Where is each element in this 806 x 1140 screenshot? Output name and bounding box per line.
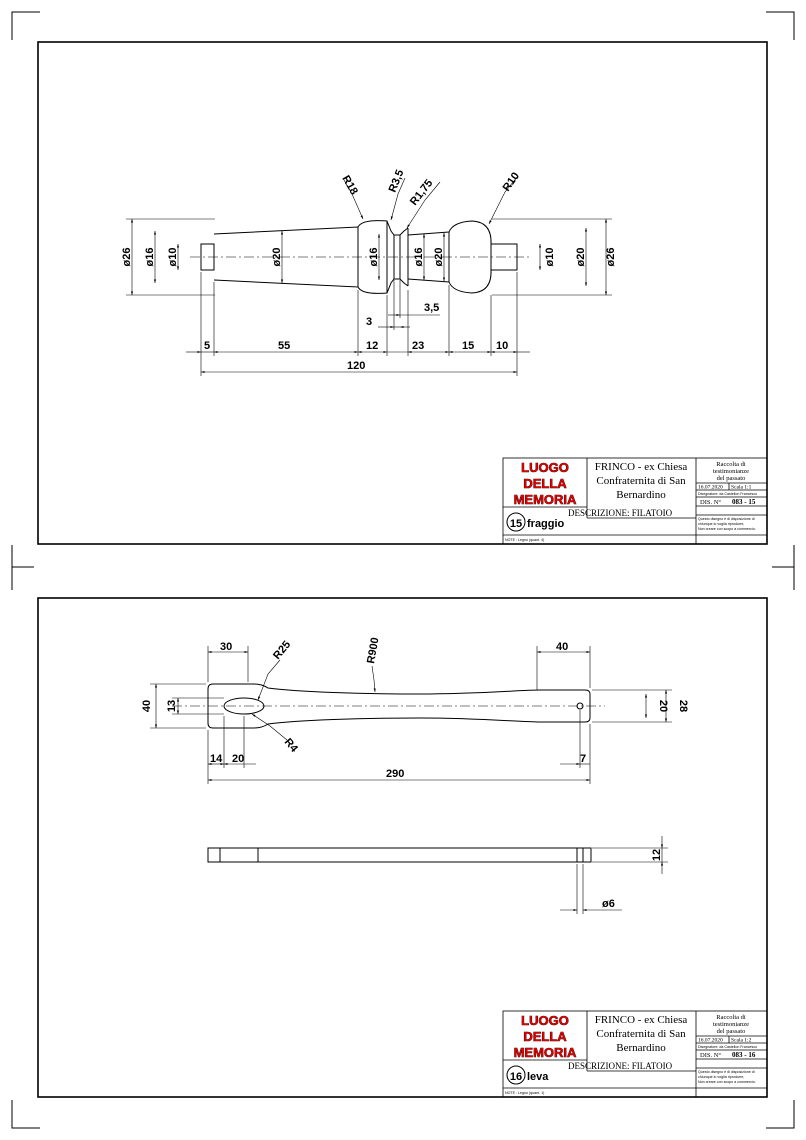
dim-h28: 28 bbox=[677, 699, 689, 713]
title-line-1: FRINCO - ex Chiesa bbox=[594, 461, 688, 473]
dis-number: 083 - 15 bbox=[732, 498, 756, 506]
part-name: leva bbox=[527, 1071, 549, 1083]
designer: Disegnatore: da Castellon Francesco bbox=[698, 492, 758, 496]
logo-line-3: MEMORIA bbox=[513, 1045, 577, 1060]
dis-label: DIS. N° bbox=[700, 1052, 722, 1059]
logo-line-2: DELLA bbox=[523, 1029, 567, 1044]
title-block-15 bbox=[503, 458, 767, 544]
dim-3: 3 bbox=[366, 316, 373, 328]
dis-label: DIS. N° bbox=[700, 499, 722, 506]
part-16-side-dimension-texts bbox=[602, 849, 663, 910]
logo-line-1: LUOGO bbox=[521, 1013, 569, 1028]
copyright-line-1: Questo disegno è di disposizione di bbox=[698, 1070, 755, 1074]
dim-5: 5 bbox=[204, 340, 211, 352]
part-number: 15 bbox=[509, 518, 523, 530]
dim-12: 12 bbox=[366, 340, 379, 352]
dim-d6: ø6 bbox=[602, 898, 615, 910]
title-line-1: FRINCO - ex Chiesa bbox=[594, 1014, 688, 1026]
title-block-16 bbox=[503, 1011, 767, 1097]
copyright-line-2: chiunque lo voglia riprodurre, bbox=[698, 1075, 745, 1079]
dim-h20: 20 bbox=[657, 699, 669, 713]
notes: NOTE : Legno (quant. 1) bbox=[505, 1091, 545, 1095]
part-15-fraggio-profile bbox=[190, 221, 530, 294]
dim-20: 20 bbox=[232, 753, 245, 765]
title-line-3: Bernardino bbox=[616, 1042, 666, 1054]
dim-d16-bead: ø16 bbox=[368, 247, 380, 267]
title-line-2: Confraternita di San bbox=[596, 1028, 686, 1040]
dim-h40: 40 bbox=[141, 699, 153, 713]
part-16-dimension-lines bbox=[150, 646, 672, 784]
logo-line-2: DELLA bbox=[523, 476, 567, 491]
dim-r25: R25 bbox=[271, 638, 294, 662]
logo-line-1: LUOGO bbox=[521, 460, 569, 475]
title-line-2: Confraternita di San bbox=[596, 475, 686, 487]
part-name: fraggio bbox=[527, 518, 565, 530]
date: 16.07.2020 bbox=[698, 484, 723, 491]
dim-r10: R10 bbox=[500, 170, 523, 194]
title-line-3: Bernardino bbox=[616, 489, 666, 501]
dim-55: 55 bbox=[278, 340, 291, 352]
dim-d16-left: ø16 bbox=[144, 247, 156, 267]
dim-t12: 12 bbox=[651, 848, 663, 862]
logo-line-3: MEMORIA bbox=[513, 492, 577, 507]
dim-3-5: 3,5 bbox=[424, 302, 440, 314]
dim-r900: R900 bbox=[365, 636, 382, 665]
dim-d20-neck: ø20 bbox=[433, 247, 445, 267]
dim-d16-neck: ø16 bbox=[413, 247, 425, 267]
dim-40-top: 40 bbox=[556, 641, 569, 653]
dim-d20-body: ø20 bbox=[271, 247, 283, 267]
dim-d10-right: ø10 bbox=[544, 247, 556, 267]
dim-120: 120 bbox=[347, 360, 366, 372]
dim-10: 10 bbox=[496, 340, 509, 352]
collection-line-1: Raccolta di bbox=[716, 461, 746, 468]
scale: Scala 1:2 bbox=[731, 1037, 752, 1044]
scale: Scala 1:1 bbox=[731, 484, 752, 491]
dim-d26-right: ø26 bbox=[605, 247, 617, 267]
dis-number: 083 - 16 bbox=[732, 1051, 756, 1059]
dim-d26-left: ø26 bbox=[121, 247, 133, 267]
copyright-line-3: Non creare con scopo a commercio. bbox=[698, 1080, 756, 1084]
dim-30: 30 bbox=[220, 641, 233, 653]
date: 16.07.2020 bbox=[698, 1037, 723, 1044]
part-16-dimension-texts bbox=[141, 637, 689, 780]
dim-23: 23 bbox=[412, 340, 425, 352]
notes: NOTE : Legno (quant. 4) bbox=[505, 538, 545, 542]
dim-15: 15 bbox=[462, 340, 475, 352]
description: DESCRIZIONE: FILATOIO bbox=[568, 1061, 673, 1071]
dim-r3-5: R3,5 bbox=[386, 168, 407, 195]
dim-d10-left: ø10 bbox=[167, 247, 179, 267]
collection-line-2: testimonianze bbox=[712, 1021, 750, 1028]
collection-line-3: del passato bbox=[716, 1028, 746, 1035]
part-16-leva-top-view bbox=[172, 684, 605, 728]
collection-line-3: del passato bbox=[716, 475, 746, 482]
dim-290: 290 bbox=[386, 768, 405, 780]
part-15-dimension-texts bbox=[121, 168, 617, 372]
dim-h13: 13 bbox=[166, 699, 178, 713]
description: DESCRIZIONE: FILATOIO bbox=[568, 508, 673, 518]
copyright-line-2: chiunque lo voglia riprodurre, bbox=[698, 522, 745, 526]
collection-line-1: Raccolta di bbox=[716, 1014, 746, 1021]
dim-r4: R4 bbox=[281, 736, 300, 755]
collection-line-2: testimonianze bbox=[712, 468, 750, 475]
copyright-line-1: Questo disegno è di disposizione di bbox=[698, 517, 755, 521]
copyright-line-3: Non creare con scopo a commercio. bbox=[698, 527, 756, 531]
dim-r18: R18 bbox=[339, 173, 360, 197]
dim-d20-right: ø20 bbox=[575, 247, 587, 267]
part-16-leva-side-view bbox=[208, 848, 591, 862]
dim-7: 7 bbox=[580, 753, 587, 765]
dim-14: 14 bbox=[210, 753, 223, 765]
designer: Disegnatore: da Castellon Francesco bbox=[698, 1045, 758, 1049]
part-number: 16 bbox=[509, 1071, 523, 1083]
dim-r1-75: R1,75 bbox=[407, 177, 436, 208]
